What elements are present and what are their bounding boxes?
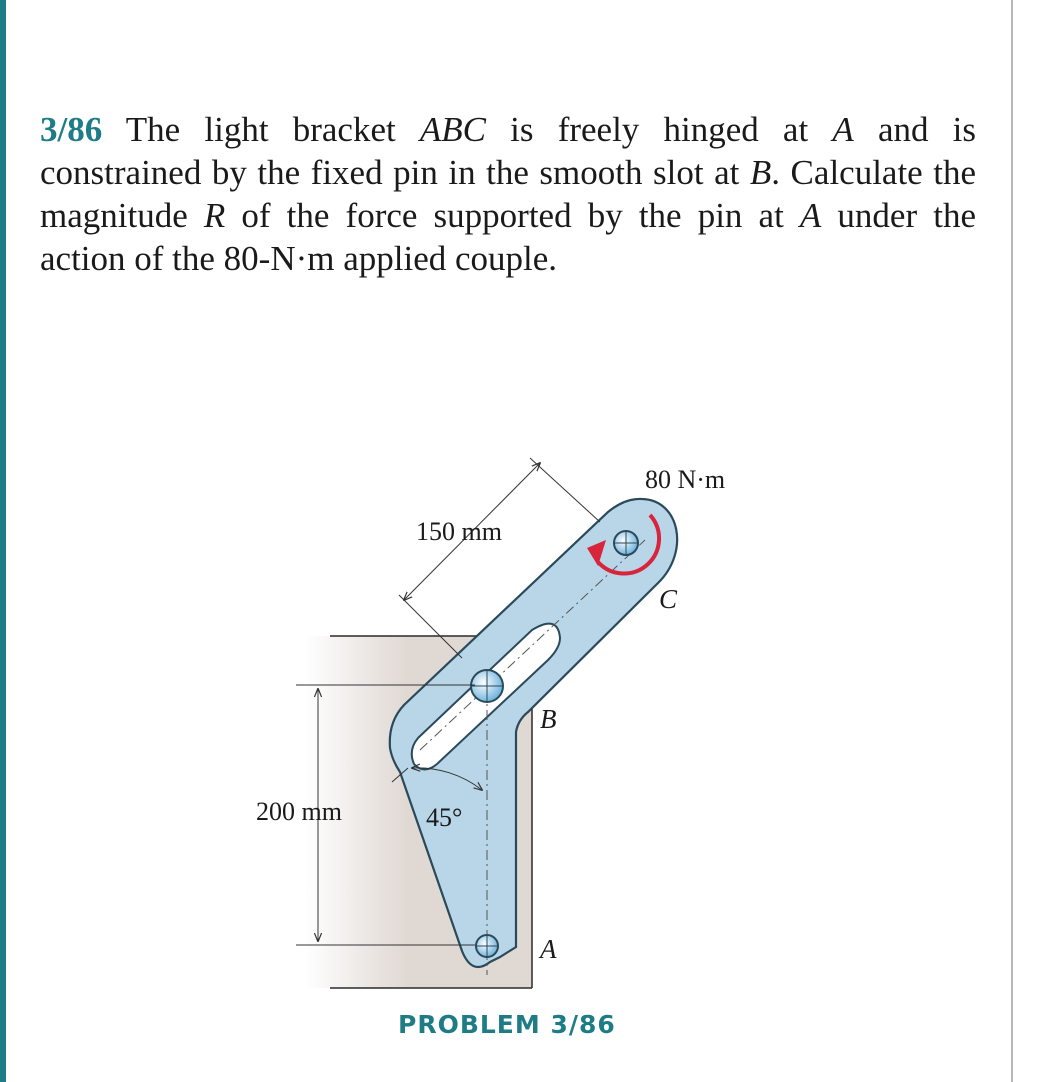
label-couple: 80 N·m <box>645 465 726 494</box>
text-segment: . Calculate the magnitude <box>40 153 977 235</box>
italic-symbol: B <box>749 153 772 192</box>
text-segment: under the action of the 80-N·m applied couple. <box>40 196 977 278</box>
italic-symbol: A <box>832 110 854 149</box>
label-200mm: 200 mm <box>256 797 342 826</box>
figure-caption: PROBLEM 3/86 <box>398 1010 616 1039</box>
italic-symbol: ABC <box>419 110 486 149</box>
label-point-a: A <box>540 934 557 964</box>
text-segment: and is constrained by the fixed pin in the smooth slot at <box>40 110 977 192</box>
text-segment: is freely hinged at <box>486 110 833 149</box>
italic-symbol: R <box>203 196 226 235</box>
label-45-degrees: 45° <box>426 803 463 832</box>
label-point-b: B <box>540 704 557 734</box>
text-segment: of the force supported by the pin at <box>225 196 800 235</box>
problem-number: 3/86 <box>40 110 103 149</box>
pin-b <box>471 670 503 702</box>
hinge-a <box>476 935 498 957</box>
italic-symbol: A <box>799 196 822 235</box>
label-point-c: C <box>659 584 678 614</box>
pin-c <box>614 531 638 555</box>
text-segment: The light bracket <box>102 110 420 149</box>
label-150mm: 150 mm <box>416 517 502 546</box>
